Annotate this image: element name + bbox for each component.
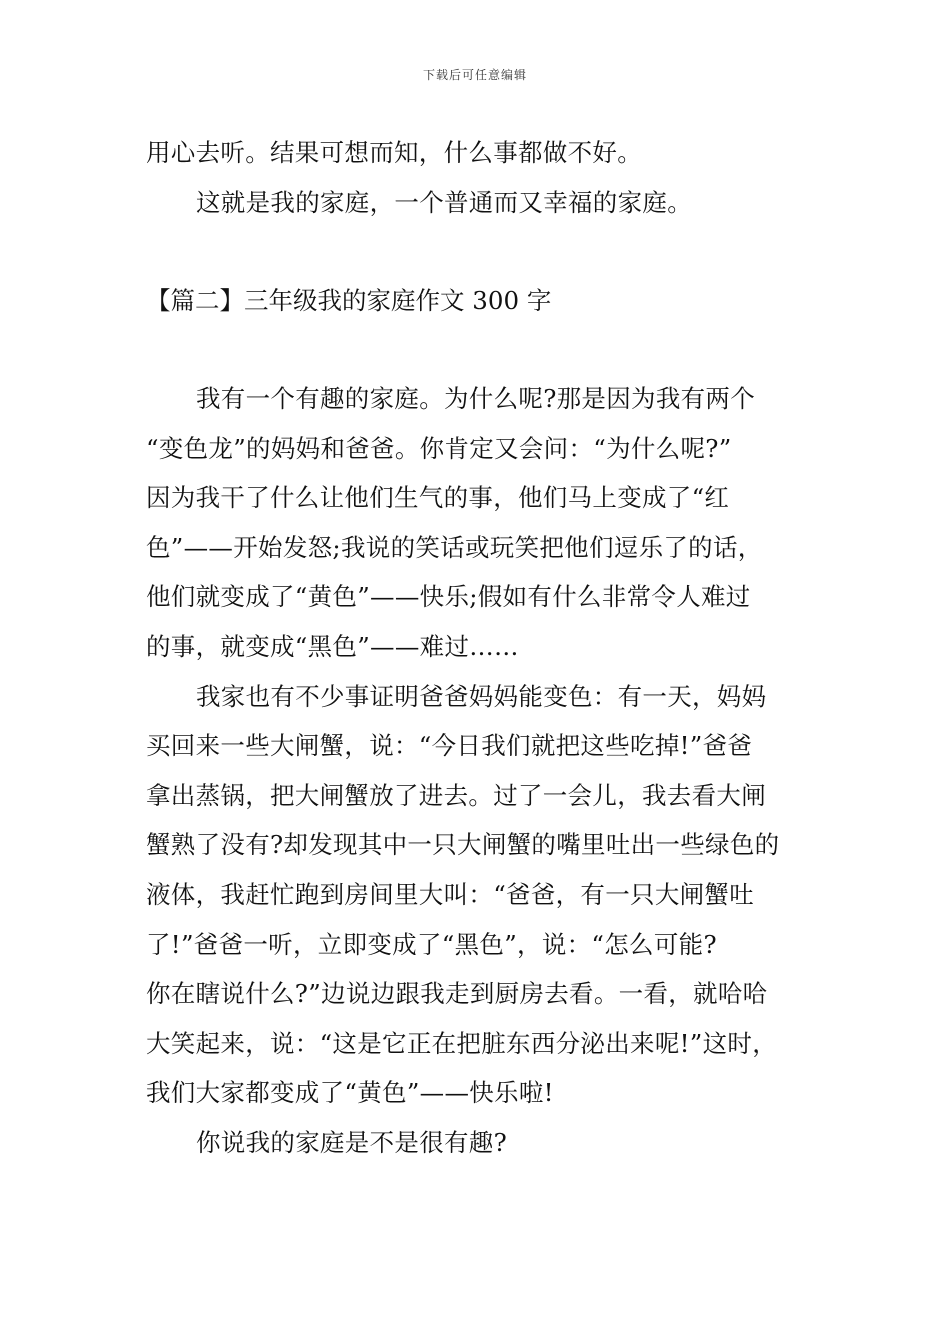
paragraph-line: 因为我干了什么让他们生气的事，他们马上变成了“红 bbox=[146, 483, 730, 513]
essay-body bbox=[146, 374, 836, 1168]
paragraph-line: 我们大家都变成了“黄色”——快乐啦! bbox=[146, 1078, 554, 1108]
paragraph-line: 你说我的家庭是不是很有趣? bbox=[196, 1127, 508, 1157]
paragraph-line: 大笑起来，说：“这是它正在把脏东西分泌出来呢!”这时， bbox=[146, 1028, 777, 1058]
paragraph-line: 色”——开始发怒;我说的笑话或玩笑把他们逗乐了的话， bbox=[146, 532, 763, 562]
paragraph-line: 蟹熟了没有?却发现其中一只大闸蟹的嘴里吐出一些绿色的 bbox=[146, 830, 780, 860]
previous-essay-ending bbox=[146, 128, 826, 227]
paragraph-line: “变色龙”的妈妈和爸爸。你肯定又会问：“为什么呢?” bbox=[146, 433, 732, 463]
paragraph-line: 这就是我的家庭，一个普通而又幸福的家庭。 bbox=[196, 187, 692, 217]
paragraph-line: 他们就变成了“黄色”——快乐;假如有什么非常令人难过 bbox=[146, 582, 751, 612]
section-title: 【篇二】三年级我的家庭作文 300 字 bbox=[146, 286, 552, 315]
paragraph-line: 了!”爸爸一听，立即变成了“黑色”，说：“怎么可能? bbox=[146, 929, 717, 959]
paragraph-line: 拿出蒸锅，把大闸蟹放了进去。过了一会儿，我去看大闸 bbox=[146, 780, 766, 810]
paragraph-line: 我家也有不少事证明爸爸妈妈能变色：有一天，妈妈 bbox=[196, 681, 767, 711]
paragraph-line: 我有一个有趣的家庭。为什么呢?那是因为我有两个 bbox=[196, 384, 756, 413]
paragraph-line: 用心去听。结果可想而知，什么事都做不好。 bbox=[146, 138, 642, 167]
page-header-note: 下载后可任意编辑 bbox=[422, 68, 527, 82]
paragraph-line: 你在瞎说什么?”边说边跟我走到厨房去看。一看，就哈哈 bbox=[146, 979, 768, 1009]
paragraph-line: 液体，我赶忙跑到房间里大叫：“爸爸，有一只大闸蟹吐 bbox=[146, 879, 755, 909]
paragraph-line: 买回来一些大闸蟹，说：“今日我们就把这些吃掉!”爸爸 bbox=[146, 731, 753, 761]
paragraph-line: 的事，就变成“黑色”——难过…… bbox=[146, 631, 519, 661]
